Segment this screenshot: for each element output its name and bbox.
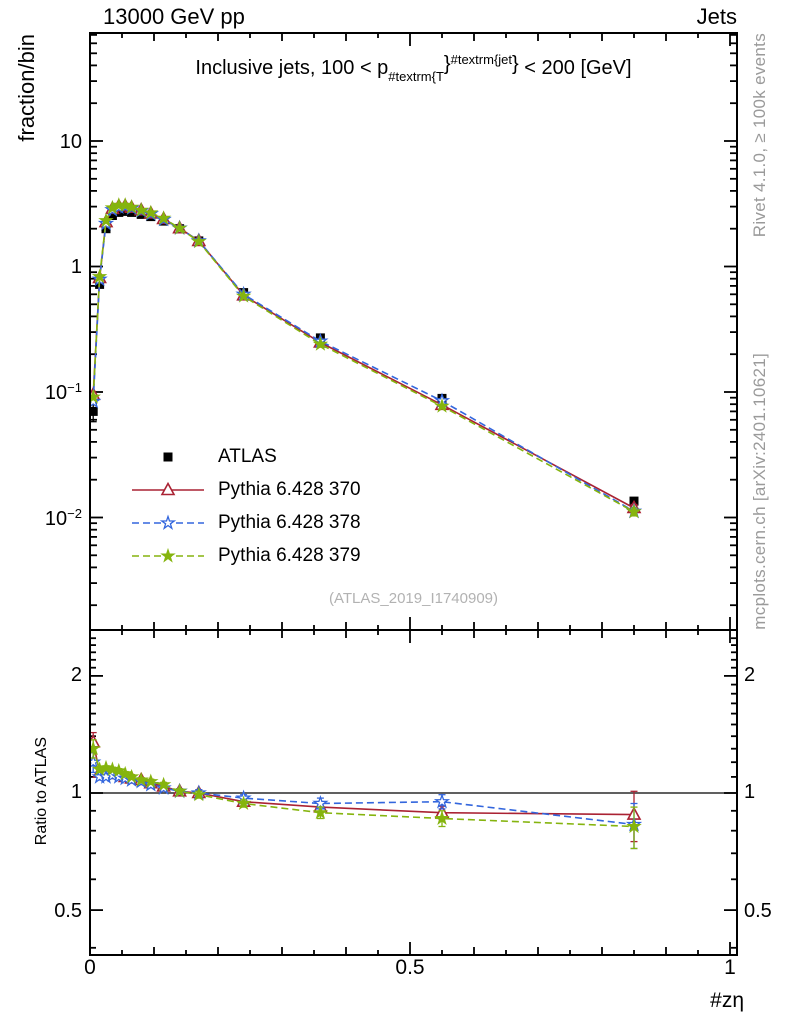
- analysis-id-watermark: (ATLAS_2019_I1740909): [328, 590, 498, 607]
- title-subscript: #textrm{T: [388, 69, 444, 84]
- xtick-05: 0.5: [395, 956, 425, 979]
- atlas-square-marker-icon: [130, 445, 206, 469]
- ratio-ytick-1-left: 1: [70, 781, 82, 803]
- ratio-ytick-05-left: 0.5: [54, 900, 82, 922]
- title-brace-open: }: [443, 53, 451, 75]
- ratio-ytick-1-right: 1: [744, 781, 756, 803]
- observable-title: [90, 52, 737, 84]
- ratio-ytick-2-right: 2: [744, 664, 756, 686]
- legend-label: Pythia 6.428 378: [218, 511, 361, 533]
- title-suffix: < 200 [GeV]: [518, 57, 632, 79]
- title-superscript: #textrm{jet: [450, 52, 513, 67]
- rivet-version-note: Rivet 4.1.0, ≥ 100k events: [750, 33, 769, 238]
- star-marker-icon: [130, 511, 206, 535]
- main-ytick-1: 1: [70, 256, 82, 278]
- title-brace-close: }: [512, 53, 519, 75]
- beam-energy-label: 13000 GeV pp: [103, 4, 245, 29]
- ratio-ytick-05-right: 0.5: [744, 900, 772, 922]
- legend-label: ATLAS: [218, 445, 277, 467]
- analysis-group-label: Jets: [696, 4, 737, 29]
- triangle-marker-icon: [130, 478, 206, 502]
- title-prefix: Inclusive jets, 100 < p: [195, 57, 389, 79]
- legend-item-atlas: [130, 440, 361, 473]
- legend: [130, 440, 361, 572]
- xtick-0: 0: [84, 956, 96, 979]
- main-y-axis-title: fraction/bin: [14, 34, 39, 142]
- mcplots-arxiv-note: mcplots.cern.ch [arXiv:2401.10621]: [750, 353, 769, 630]
- legend-item-pythia-378: [130, 506, 361, 539]
- legend-item-pythia-379: [130, 539, 361, 572]
- ratio-ytick-2-left: 2: [70, 664, 82, 686]
- ratio-y-axis-title: Ratio to ATLAS: [33, 737, 50, 846]
- main-ytick-10: 10: [59, 131, 82, 153]
- legend-label: Pythia 6.428 370: [218, 478, 361, 500]
- x-axis-title: #zη: [710, 989, 744, 1012]
- main-ytick-1e-1: $10^{-1}$: [44, 380, 82, 404]
- legend-label: Pythia 6.428 379: [218, 544, 361, 566]
- xtick-1: 1: [724, 956, 736, 979]
- legend-item-pythia-370: [130, 473, 361, 506]
- main-ytick-1e-2: $10^{-2}$: [44, 506, 82, 530]
- star-marker-icon: [130, 544, 206, 568]
